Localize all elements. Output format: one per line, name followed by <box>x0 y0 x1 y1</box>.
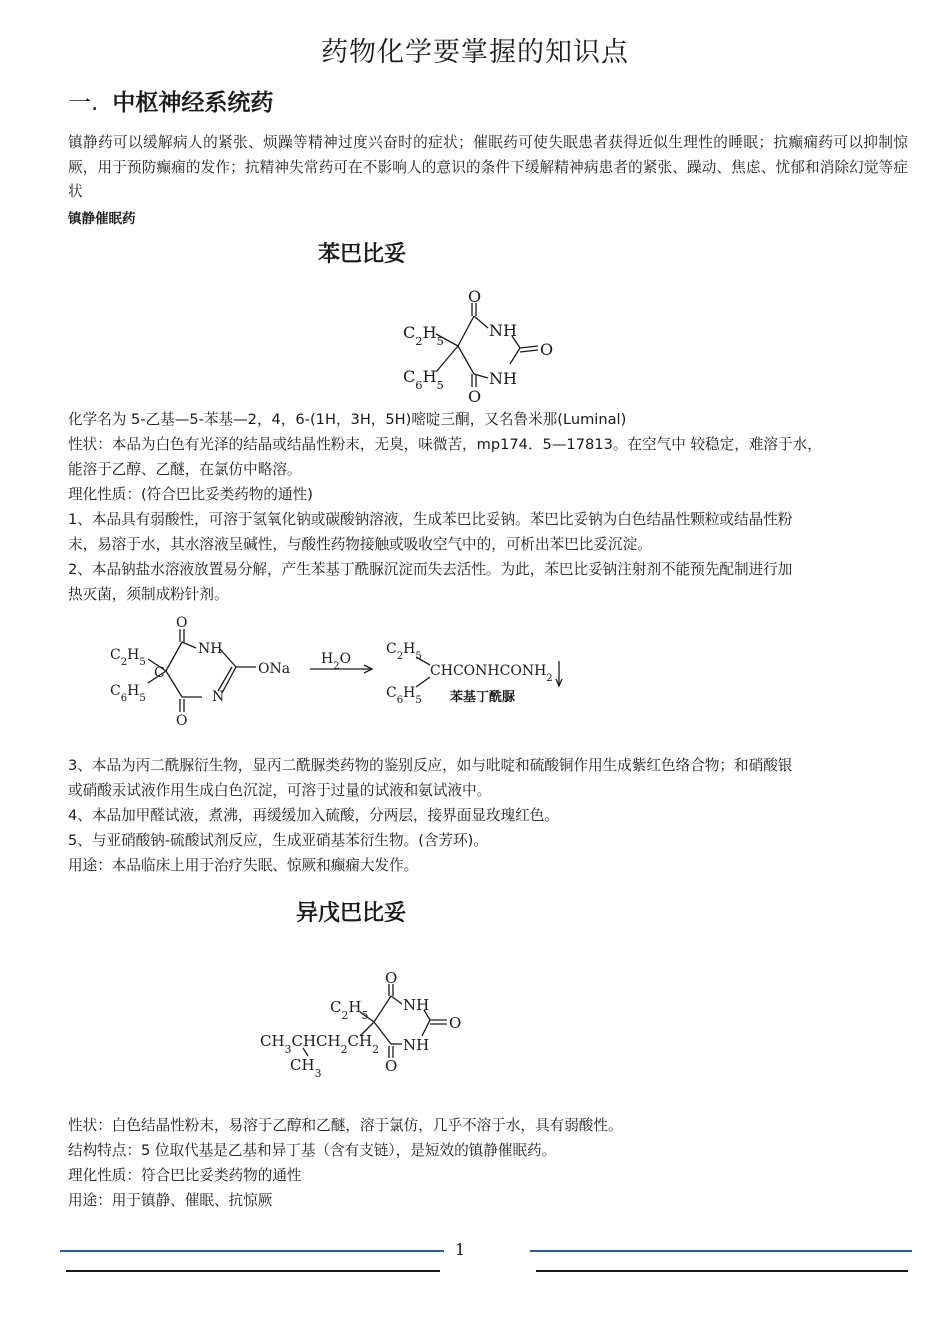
o-top: O <box>468 287 482 306</box>
nh-bottom: NH <box>489 369 517 388</box>
amo-line-3: 理化性质：符合巴比妥类药物的通性 <box>68 1167 302 1184</box>
amo-line-1: 性状：白色结晶性粉末，易溶于乙醇和乙醚，溶于氯仿，几乎不溶于水，具有弱酸性。 <box>68 1117 623 1134</box>
section-heading <box>68 84 273 117</box>
pheno-line-6: 末，易溶于水，其水溶液呈碱性，与酸性药物接触或吸收空气中的，可析出苯巴比妥沉淀。 <box>68 536 652 553</box>
section-number: 一. <box>68 90 99 116</box>
phenobarbital-structure <box>400 287 560 406</box>
pheno-line-5: 1、本品具有弱酸性，可溶于氢氧化钠或碳酸钠溶液，生成苯巴比妥钠。苯巴比妥钠为白色结晶性颗粒或结晶性粉 <box>68 511 793 528</box>
pheno-line-9: 3、本品为丙二酰脲衍生物，显丙二酰脲类药物的鉴别反应，如与吡啶和硫酸铜作用生成紫红色络合物；和硝酸银 <box>68 757 793 774</box>
subsection-heading: 镇静催眠药 <box>68 211 136 227</box>
o-right: O <box>540 340 554 359</box>
a-o-right: O <box>449 1014 462 1032</box>
product-name: 苯基丁酰脲 <box>450 690 516 705</box>
a-sub-chain: $CH_3CHCH_2CH_2$ <box>260 1032 379 1056</box>
footer-rule-left-blue <box>60 1250 444 1252</box>
amo-line-4: 用途：用于镇静、催眠、抗惊厥 <box>68 1192 273 1209</box>
r-n: N <box>212 689 225 705</box>
pheno-line-2: 性状：本品为白色有光泽的结晶或结晶性粉末，无臭，味微苦，mp174．5—17813。在空气中 较稳定，难溶于水， <box>68 436 822 453</box>
r-ona: ONa <box>258 661 291 677</box>
p-chain: $CHCONHCONH_2$ <box>430 663 553 684</box>
a-nh-bottom: NH <box>403 1036 430 1054</box>
pheno-line-1: 化学名为 5-乙基—5-苯基—2，4，6-(1H，3H，5H)嘧啶三酮，又名鲁米那(Luminal) <box>68 411 627 428</box>
sub-ethyl: $C_2H_5$ <box>403 323 444 348</box>
r-o-top: O <box>176 615 188 631</box>
page-number: 1 <box>455 1240 466 1259</box>
reagent-label: $H_2O$ <box>321 651 352 672</box>
pheno-line-13: 用途：本品临床上用于治疗失眠、惊厥和癫痫大发作。 <box>68 857 419 874</box>
compound-name-phenobarbital: 苯巴比妥 <box>318 242 407 267</box>
nh-top: NH <box>489 321 517 340</box>
a-sub-ch3: $CH_3$ <box>290 1056 322 1080</box>
o-bottom: O <box>468 387 482 406</box>
r-nh: NH <box>198 641 223 657</box>
page-title: 药物化学要掌握的知识点 <box>321 37 629 68</box>
pheno-line-10: 或硝酸汞试液作用生成白色沉淀，可溶于过量的试液和氨试液中。 <box>68 782 492 799</box>
pheno-line-12: 5、与亚硝酸钠-硫酸试剂反应，生成亚硝基苯衍生物。(含芳环)。 <box>68 832 488 849</box>
pheno-line-4: 理化性质：(符合巴比妥类药物的通性) <box>68 486 313 503</box>
a-sub-ethyl: $C_2H_5$ <box>330 998 369 1022</box>
pheno-line-8: 热灭菌，须制成粉针剂。 <box>68 586 229 603</box>
r-sub-c: C <box>154 665 165 681</box>
pheno-line-3: 能溶于乙醇、乙醚，在氯仿中略溶。 <box>68 461 302 478</box>
amobarbital-structure <box>260 970 480 1080</box>
a-o-bottom: O <box>385 1057 398 1075</box>
amo-line-2: 结构特点：5 位取代基是乙基和异丁基（含有支链），是短效的镇静催眠药。 <box>68 1142 557 1159</box>
hydrolysis-reaction-diagram <box>110 615 580 730</box>
sub-phenyl: $C_6H_5$ <box>403 367 444 392</box>
r-o-bottom: O <box>176 713 188 729</box>
a-nh-top: NH <box>403 996 430 1014</box>
a-o-top: O <box>385 969 398 987</box>
footer-rule-right <box>536 1270 908 1272</box>
pheno-line-11: 4、本品加甲醛试液，煮沸，再缓缓加入硫酸，分两层，接界面显玫瑰红色。 <box>68 807 559 824</box>
r-sub-ethyl: $C_2H_5$ <box>110 647 146 668</box>
footer-rule-left <box>66 1270 440 1272</box>
intro-paragraph: 镇静药可以缓解病人的紧张、烦躁等精神过度兴奋时的症状；催眠药可使失眠患者获得近似生理性的睡眠；抗癫痫药可以抑制惊厥，用于预防癫痫的发作；抗精神失常药可在不影响人的意识的条件下缓解精神病患者的紧张、躁动、焦虑、忧郁和消除幻觉等症状 <box>68 134 908 200</box>
footer-rule-right-blue <box>530 1250 912 1252</box>
r-sub-phenyl: $C_6H_5$ <box>110 683 146 704</box>
section-title: 中枢神经系统药 <box>112 90 274 116</box>
compound-name-amobarbital: 异戊巴比妥 <box>296 901 407 926</box>
p-sub-phenyl: $C_6H_5$ <box>386 685 422 706</box>
p-sub-ethyl: $C_2H_5$ <box>386 641 422 662</box>
pheno-line-7: 2、本品钠盐水溶液放置易分解，产生苯基丁酰脲沉淀而失去活性。为此，苯巴比妥钠注射剂不能预先配制进行加 <box>68 561 793 578</box>
